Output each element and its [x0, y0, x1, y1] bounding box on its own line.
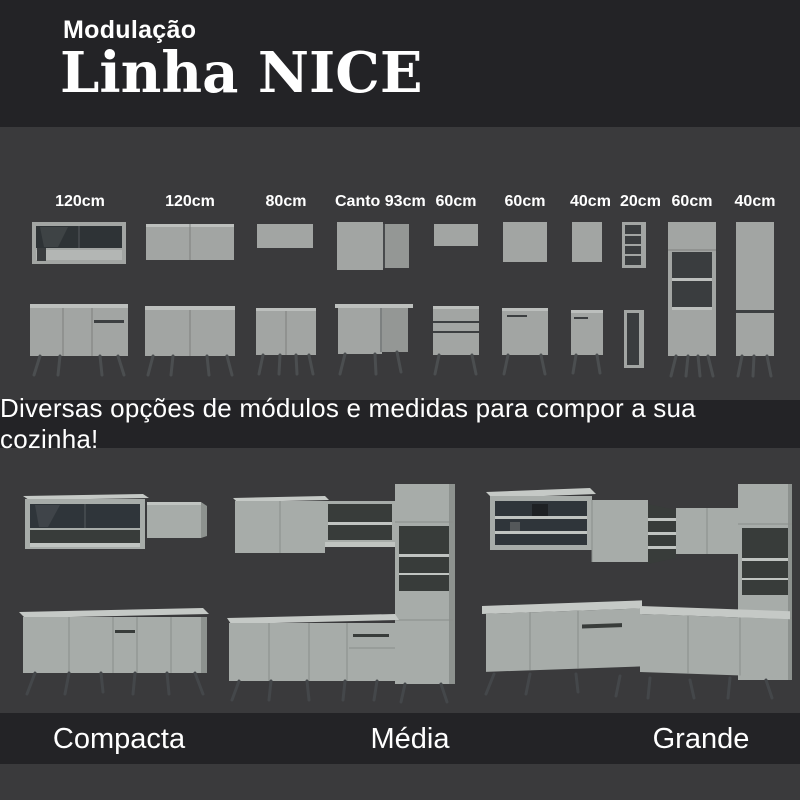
kitchen-compacta: [15, 480, 215, 713]
cabinet-illustration-canto: [335, 218, 413, 380]
cabinet-illustration-60-tower: [666, 218, 718, 380]
kitchen-grande-illustration: [480, 466, 795, 710]
module-label: 120cm: [55, 193, 105, 210]
module-60cm-gaveteiro: [432, 192, 480, 380]
module-40cm: [570, 192, 611, 380]
cabinet-illustration-60-door: [501, 218, 549, 380]
kitchen-media-illustration: [227, 470, 473, 708]
module-80cm: [255, 192, 317, 380]
cabinet-illustration-20: [620, 218, 648, 380]
module-canto-93cm: [335, 192, 426, 380]
cabinet-illustration-80: [255, 218, 317, 380]
module-60cm-paneleiro: [666, 192, 718, 380]
module-120cm-plain: [143, 192, 237, 380]
cabinet-illustration-40-tower: [734, 218, 776, 380]
module-label: 60cm: [504, 193, 546, 210]
cabinet-illustration-60-drawers: [432, 218, 480, 380]
module-60cm-porta: [501, 192, 549, 380]
kitchen-label-media: Média: [370, 723, 450, 755]
page-title: Linha NICE: [60, 40, 423, 106]
module-label: Canto 93cm: [335, 193, 426, 210]
kitchen-label-grande: Grande: [652, 723, 750, 755]
kitchen-grande: [480, 466, 795, 715]
module-20cm: [620, 192, 661, 380]
kitchen-label-compacta: Compacta: [52, 723, 186, 755]
header-subtitle: Modulação: [63, 16, 197, 44]
module-label: 80cm: [265, 193, 307, 210]
module-120cm-glass: [28, 192, 132, 380]
module-label: 40cm: [570, 193, 611, 210]
cabinet-illustration-40: [570, 218, 604, 380]
banner-text: Diversas opções de módulos e medidas para compor a sua cozinha!: [0, 393, 696, 454]
module-label: 60cm: [435, 193, 477, 210]
module-label: 120cm: [165, 193, 215, 210]
module-label: 60cm: [671, 193, 713, 210]
kitchen-media: [227, 470, 473, 713]
module-label: 40cm: [734, 193, 776, 210]
header-band: [0, 0, 800, 127]
cabinet-illustration-120: [143, 218, 237, 380]
cabinet-illustration-120-glass: [28, 218, 132, 380]
module-40cm-paneleiro: [734, 192, 776, 380]
module-label: 20cm: [620, 193, 661, 210]
banner-band: [0, 393, 800, 454]
kitchen-compacta-illustration: [15, 480, 215, 708]
